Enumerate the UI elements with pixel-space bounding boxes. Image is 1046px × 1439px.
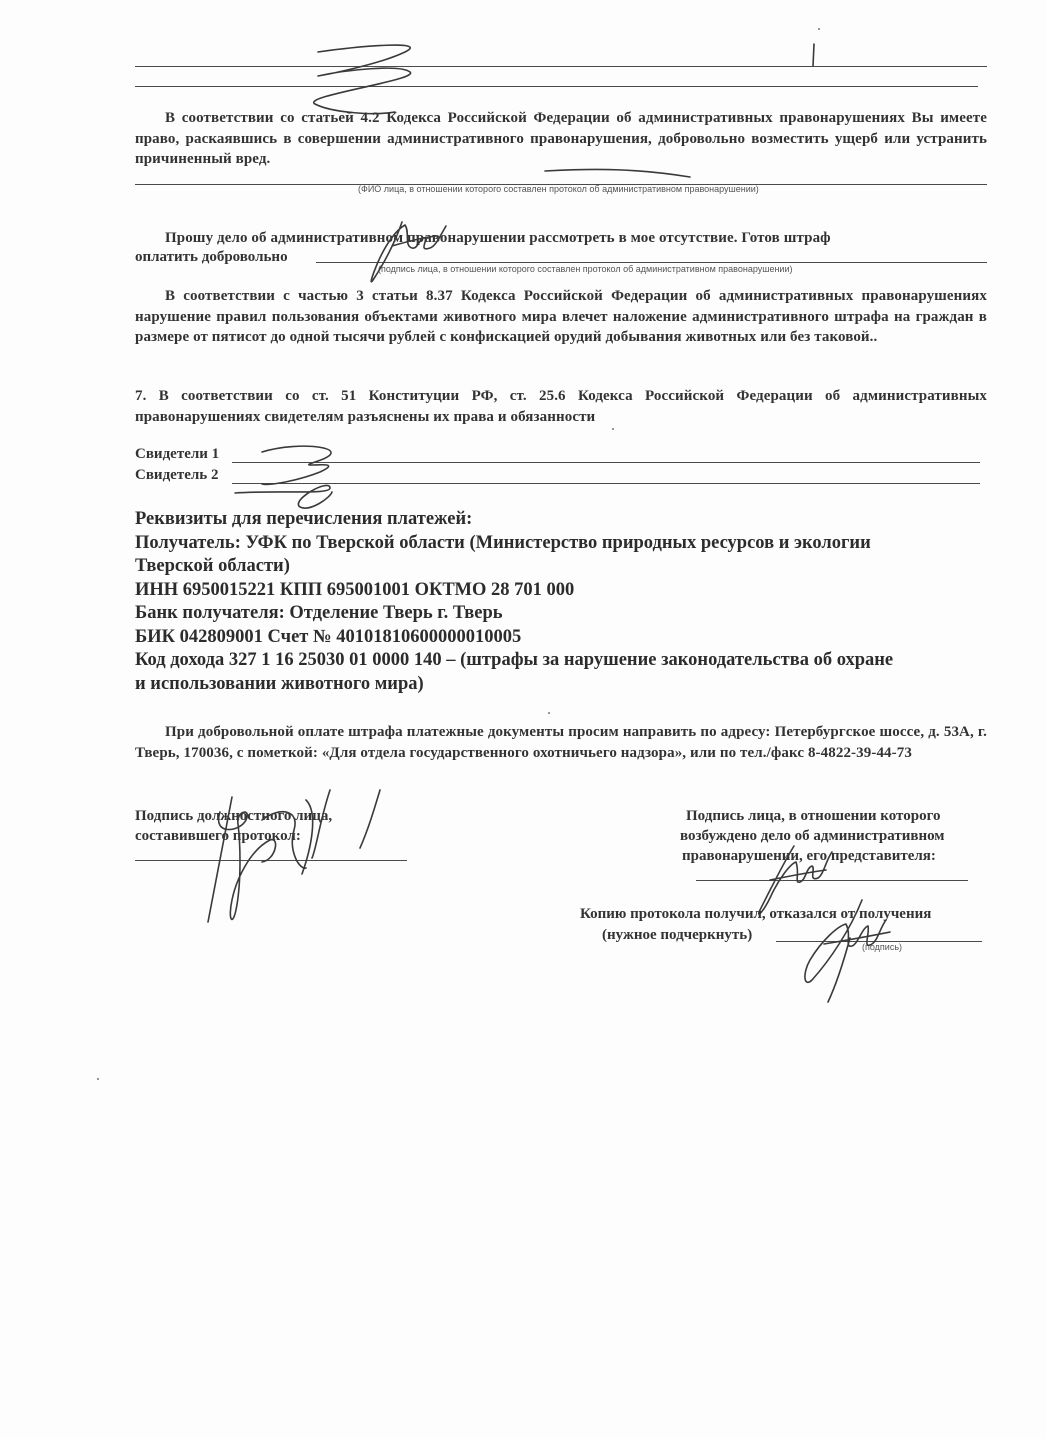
accused-signature-label-1: Подпись лица, в отношении которого	[686, 808, 941, 824]
bik-account-line: БИК 042809001 Счет № 40101810600000010005	[135, 626, 522, 647]
accused-signature-label-2: возбуждено дело об административном	[680, 828, 945, 844]
penalty-paragraph-text: В соответствии с частью 3 статьи 8.37 Кодекса Российской Федерации об административных правонарушениях нарушение правил пользования объектами животного мира влечет наложение административного штрафа на граждан в размере от пятисот до одной тысячи рублей с конфискацией орудий добывания животных или без таковой..	[135, 288, 987, 345]
scan-speck	[97, 1078, 99, 1080]
official-signature-label-1: Подпись должностного лица,	[135, 808, 333, 824]
recipient-line-cont: Тверской области)	[135, 556, 290, 576]
income-code-line-cont: и использовании животного мира)	[135, 673, 424, 694]
witness-2-label: Свидетель 2	[135, 467, 219, 483]
scan-speck	[818, 28, 820, 30]
tax-ids-line: ИНН 6950015221 КПП 695001001 ОКТМО 28 701 000	[135, 579, 575, 600]
accused-signature-label-3: правонарушении, его представителя:	[682, 848, 936, 864]
bank-line: Банк получателя: Отделение Тверь г. Тверь	[135, 603, 503, 623]
pay-voluntarily-label: оплатить добровольно	[135, 249, 288, 265]
income-code-line: Код дохода 327 1 16 25030 01 0000 140 – (штрафы за нарушение законодательства об охране	[135, 650, 894, 670]
official-signature-label-2: составившего протокол:	[135, 828, 301, 844]
witness-1-label: Свидетели 1	[135, 446, 220, 462]
witness-rights-paragraph: 7. В соответствии со ст. 51 Конституции РФ, ст. 25.6 Кодекса Российской Федерации об административных правонарушениях свидетелям разъяснены их права и обязанности	[135, 388, 987, 425]
voluntary-payment-note-text: При добровольной оплате штрафа платежные документы просим направить по адресу: Петербургское шоссе, д. 53А, г. Тверь, 170036, с пометкой: «Для отдела государственного охотничьего надзора», или по тел./факс 8-4822-39-44-73	[135, 724, 987, 761]
absence-request-text: Прошу дело об административном правонарушении рассмотреть в мое отсутствие. Готов штраф	[165, 230, 831, 246]
payment-details-heading: Реквизиты для перечисления платежей:	[135, 509, 473, 529]
copy-signature-caption: (подпись)	[862, 942, 903, 952]
scan-speck	[548, 712, 550, 714]
absence-signature-caption: (подпись лица, в отношении которого составлен протокол об административном правонарушении)	[378, 264, 793, 274]
copy-received-label: Копию протокола получил, отказался от получения	[580, 906, 932, 922]
rights-paragraph-text: В соответствии со статьей 4.2 Кодекса Российской Федерации об административных правонарушениях Вы имеете право, раскаявшись в совершении административного правонарушения, добровольно возместить ущерб или устранить причиненный вред.	[135, 110, 987, 167]
recipient-line: Получатель: УФК по Тверской области (Министерство природных ресурсов и экологии	[135, 532, 871, 553]
fio-caption: (ФИО лица, в отношении которого составлен протокол об административном правонарушении)	[358, 184, 759, 194]
underline-instruction: (нужное подчеркнуть)	[602, 927, 753, 943]
